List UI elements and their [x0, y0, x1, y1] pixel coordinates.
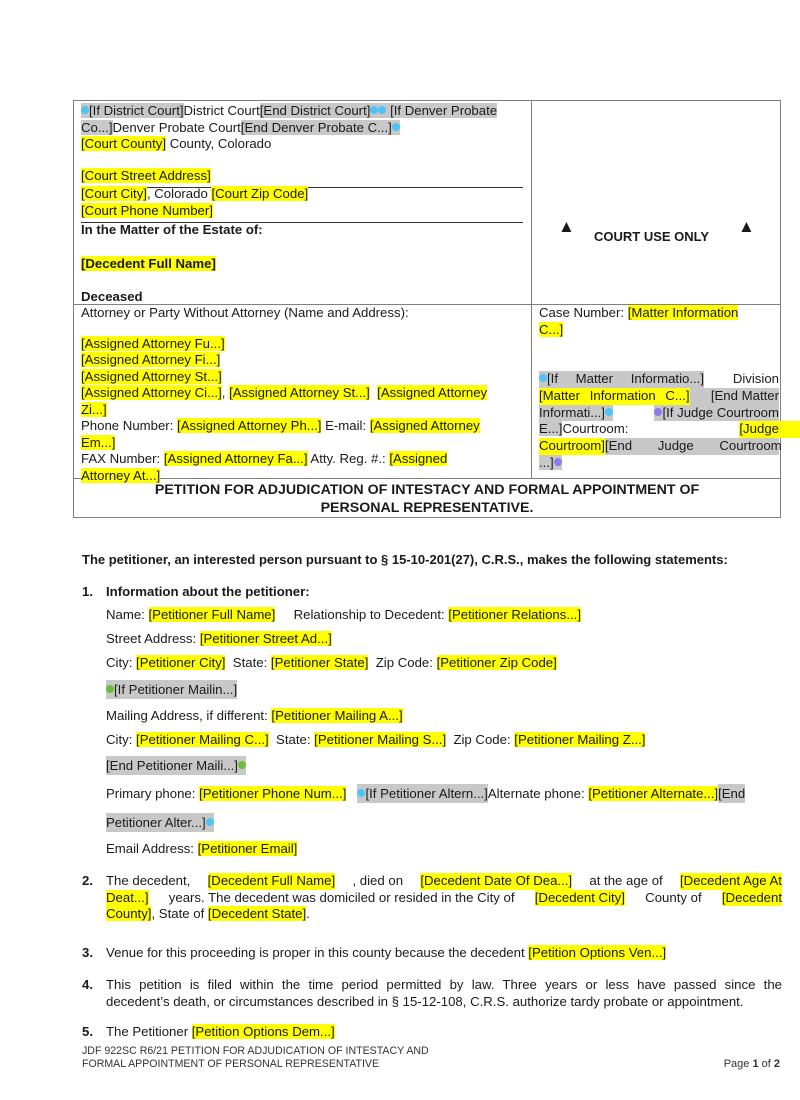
- email-label: E-mail:: [321, 418, 370, 433]
- petitioner-street-line: [106, 631, 332, 648]
- page-number: [724, 1058, 780, 1071]
- age-at-death-field[interactable]: [Decedent Age At: [680, 873, 782, 888]
- if-matter-field[interactable]: [If Matter Informatio...]: [547, 371, 704, 386]
- text: .: [306, 906, 310, 921]
- text: , died on: [352, 873, 404, 888]
- end-alternate-line: [106, 815, 214, 832]
- section-5: [106, 1024, 335, 1041]
- end-alternate-field[interactable]: [End: [718, 786, 746, 801]
- conditional-marker-icon: [392, 123, 400, 131]
- division-label: Division: [732, 371, 779, 386]
- page-label: Page: [723, 1058, 753, 1070]
- form-title-line1: PETITION FOR ADJUDICATION OF INTESTACY AND FORMAL APPOINTMENT OF: [154, 482, 700, 498]
- page-footer: [82, 1045, 429, 1070]
- phone-line: [106, 786, 786, 803]
- primary-phone-field[interactable]: [Petitioner Phone Num...]: [199, 786, 347, 801]
- attorney-email-field-cont[interactable]: Em...]: [81, 434, 116, 450]
- petitioner-email-field[interactable]: [Petitioner Email]: [197, 841, 298, 856]
- text: County of: [645, 889, 702, 905]
- if-denver-field-cont[interactable]: Co...]: [81, 119, 113, 135]
- end-mailing-field[interactable]: [End Petitioner Maili...]: [106, 758, 238, 773]
- attorney-zip-field[interactable]: [Assigned Attorney: [377, 385, 488, 400]
- court-street-field[interactable]: [Court Street Address]: [81, 167, 211, 183]
- conditional-marker-icon: [106, 685, 114, 693]
- conditional-marker-icon: [554, 458, 562, 466]
- text: , State of: [151, 906, 208, 921]
- court-phone-field[interactable]: [Court Phone Number]: [81, 202, 213, 218]
- attorney-block: [81, 305, 526, 484]
- attorney-zip-field-cont[interactable]: Zi...]: [81, 401, 107, 417]
- street-label: Street Address:: [106, 631, 200, 646]
- petitioner-city-field[interactable]: [Petitioner City]: [136, 655, 226, 670]
- zip-label: Zip Code:: [453, 732, 515, 747]
- venue-option-field[interactable]: [Petition Options Ven...]: [528, 945, 667, 960]
- decedent-city-field[interactable]: [Decedent City]: [534, 889, 625, 905]
- section-number: 2.: [82, 873, 93, 888]
- case-number-label: Case Number:: [539, 305, 628, 320]
- form-id: JDF 922SC R6/21 PETITION FOR ADJUDICATION OF INTESTACY AND: [82, 1045, 429, 1057]
- case-number-field[interactable]: [Matter Information: [627, 305, 739, 320]
- court-use-only-label: COURT USE ONLY: [594, 229, 710, 244]
- date-of-death-field[interactable]: [Decedent Date Of Dea...]: [420, 873, 573, 888]
- email-label: Email Address:: [106, 841, 198, 856]
- end-judge-field-cont[interactable]: ...]: [539, 454, 554, 470]
- matter-label: In the Matter of the Estate of:: [81, 222, 263, 237]
- triangle-up-icon: ▲: [738, 217, 755, 236]
- mailing-city-field[interactable]: [Petitioner Mailing C...]: [136, 732, 269, 747]
- total-pages: 2: [773, 1058, 780, 1070]
- city-label: City:: [106, 655, 137, 670]
- conditional-marker-icon: [605, 408, 613, 416]
- relationship-label: Relationship to Decedent:: [293, 607, 449, 622]
- current-page: 1: [752, 1058, 759, 1070]
- text: at the age of: [589, 873, 663, 888]
- conditional-marker-icon: [206, 818, 214, 826]
- state-label: State:: [232, 655, 271, 670]
- section-4: [106, 977, 782, 1010]
- case-number-field-cont[interactable]: C...]: [539, 321, 564, 337]
- petitioner-zip-field[interactable]: [Petitioner Zip Code]: [436, 655, 557, 670]
- state-label: State:: [276, 732, 315, 747]
- city-label: City:: [106, 732, 137, 747]
- name-label: Name:: [106, 607, 149, 622]
- petitioner-name-field[interactable]: [Petitioner Full Name]: [148, 607, 276, 622]
- attorney-state-field[interactable]: [Assigned Attorney St...]: [229, 385, 370, 400]
- if-judge-field-cont[interactable]: E...]: [539, 421, 563, 437]
- attorney-phone-field[interactable]: [Assigned Attorney Ph...]: [177, 418, 322, 433]
- petitioner-name-line: [106, 607, 581, 624]
- primary-phone-label: Primary phone:: [106, 786, 200, 801]
- attorney-name-field[interactable]: [Assigned Attorney Fu...]: [81, 335, 225, 351]
- form-title-line2: PERSONAL REPRESENTATIVE.: [320, 500, 534, 516]
- if-judge-field[interactable]: [If Judge Courtroom: [662, 404, 779, 420]
- end-judge-field[interactable]: [End Judge Courtroom: [604, 438, 782, 454]
- mailing-state-field[interactable]: [Petitioner Mailing S...]: [314, 732, 447, 747]
- attorney-street-field[interactable]: [Assigned Attorney St...]: [81, 368, 222, 384]
- triangle-up-icon: ▲: [558, 217, 575, 236]
- section-number: 1.: [82, 584, 93, 599]
- end-denver-field[interactable]: [End Denver Probate C...]: [240, 119, 392, 135]
- mailing-zip-field[interactable]: [Petitioner Mailing Z...]: [514, 732, 646, 747]
- courtroom-label: Courtroom:: [562, 421, 629, 437]
- section-4-line2: decedent’s death, or circumstances described in § 15-12-108, C.R.S. authorize tardy probate or appointment.: [106, 993, 744, 1009]
- zip-label: Zip Code:: [375, 655, 437, 670]
- decedent-state-field[interactable]: [Decedent State]: [207, 906, 307, 921]
- form-title: [73, 478, 781, 518]
- attorney-fax-field[interactable]: [Assigned Attorney Fa...]: [163, 451, 308, 466]
- attorney-label: Attorney or Party Without Attorney (Name and Address):: [81, 305, 409, 320]
- section-2: [106, 873, 782, 923]
- mailing-city-line: [106, 732, 645, 749]
- text: The decedent,: [106, 873, 191, 888]
- judge-courtroom-field[interactable]: [Judge: [739, 421, 800, 438]
- judge-courtroom-field-cont[interactable]: Courtroom]: [539, 438, 605, 454]
- end-mailing-line: [106, 758, 246, 775]
- conditional-marker-icon: [539, 374, 547, 382]
- end-matter-field-cont[interactable]: Informati...]: [539, 404, 605, 420]
- end-alternate-field-cont[interactable]: Petitioner Alter...]: [106, 815, 206, 830]
- if-mailing-line: [106, 682, 237, 699]
- conditional-marker-icon: [81, 106, 89, 114]
- fax-label: FAX Number:: [81, 451, 164, 466]
- page-of: of: [758, 1058, 774, 1070]
- matter-info-field[interactable]: [Matter Information C...]: [539, 387, 690, 403]
- decedent-name-field[interactable]: [Decedent Full Name]: [207, 873, 336, 888]
- form-title-footer: FORMAL APPOINTMENT OF PERSONAL REPRESENTATIVE: [82, 1057, 380, 1070]
- court-block: [81, 103, 526, 306]
- email-line: [106, 841, 297, 858]
- end-matter-field[interactable]: [End Matter: [710, 387, 779, 403]
- venue-text: Venue for this proceeding is proper in this county because the decedent: [106, 945, 529, 960]
- attorney-email-field[interactable]: [Assigned Attorney: [369, 418, 480, 433]
- conditional-marker-icon: [378, 106, 386, 114]
- county-suffix: County, Colorado: [166, 136, 272, 151]
- section-1-heading: Information about the petitioner:: [106, 584, 310, 599]
- petitioner-text: The Petitioner: [106, 1024, 192, 1039]
- alternate-phone-label: Alternate phone:: [487, 786, 589, 801]
- mailing-label: Mailing Address, if different:: [106, 708, 272, 723]
- district-court-text: District Court: [183, 103, 260, 118]
- text: years. The decedent was domiciled or resided in the City of: [168, 889, 515, 905]
- attorney-city-field[interactable]: [Assigned Attorney Ci...]: [81, 385, 222, 400]
- deceased-label: Deceased: [81, 289, 143, 304]
- caption-divider: [531, 100, 532, 478]
- age-at-death-field-cont[interactable]: Deat...]: [106, 889, 149, 905]
- division-courtroom-block: [539, 371, 782, 472]
- court-city-field[interactable]: [Court City]: [81, 186, 147, 201]
- section-number: 3.: [82, 945, 93, 960]
- section-number: 5.: [82, 1024, 93, 1039]
- phone-label: Phone Number:: [81, 418, 178, 433]
- petitioner-city-line: [106, 655, 557, 672]
- decedent-name-field[interactable]: [Decedent Full Name]: [81, 255, 216, 271]
- mailing-address-field[interactable]: [Petitioner Mailing A...]: [271, 708, 403, 723]
- attorney-reg-field[interactable]: [Assigned: [389, 451, 448, 466]
- petitioner-state-field[interactable]: [Petitioner State]: [270, 655, 369, 670]
- colorado-text: , Colorado: [146, 186, 212, 201]
- comma: ,: [221, 385, 230, 400]
- end-district-field[interactable]: [End District Court]: [259, 103, 371, 118]
- decedent-county-field[interactable]: [Decedent: [721, 889, 782, 905]
- intro-statement: The petitioner, an interested person pursuant to § 15-10-201(27), C.R.S., makes the following statements:: [82, 552, 728, 567]
- section-number: 4.: [82, 977, 93, 992]
- decedent-county-field-cont[interactable]: County]: [106, 906, 152, 921]
- section-3: [106, 945, 666, 962]
- section-4-line1: This petition is filed within the time period permitted by law. Three years or less have passed since the: [106, 977, 782, 992]
- conditional-marker-icon: [238, 761, 246, 769]
- court-zip-field[interactable]: [Court Zip Code]: [211, 186, 309, 201]
- denver-probate-text: Denver Probate Court: [112, 119, 241, 135]
- petitioner-street-field[interactable]: [Petitioner Street Ad...]: [199, 631, 332, 646]
- if-denver-field[interactable]: [If Denver Probate: [390, 103, 498, 118]
- mailing-address-line: [106, 708, 403, 725]
- petition-option-field[interactable]: [Petition Options Dem...]: [191, 1024, 335, 1039]
- petitioner-relationship-field[interactable]: [Petitioner Relations...]: [448, 607, 582, 622]
- alternate-phone-field[interactable]: [Petitioner Alternate...]: [588, 786, 719, 801]
- conditional-marker-icon: [370, 106, 378, 114]
- if-mailing-field[interactable]: [If Petitioner Mailin...]: [114, 682, 238, 697]
- if-district-field[interactable]: [If District Court]: [89, 103, 184, 118]
- case-number-block: [539, 305, 779, 338]
- reg-label: Atty. Reg. #.:: [307, 451, 390, 466]
- attorney-reg-field-cont[interactable]: Attorney At...]: [81, 467, 161, 483]
- if-alternate-field[interactable]: [If Petitioner Altern...]: [365, 786, 488, 801]
- attorney-firm-field[interactable]: [Assigned Attorney Fi...]: [81, 352, 221, 367]
- court-county-field[interactable]: [Court County]: [81, 136, 167, 151]
